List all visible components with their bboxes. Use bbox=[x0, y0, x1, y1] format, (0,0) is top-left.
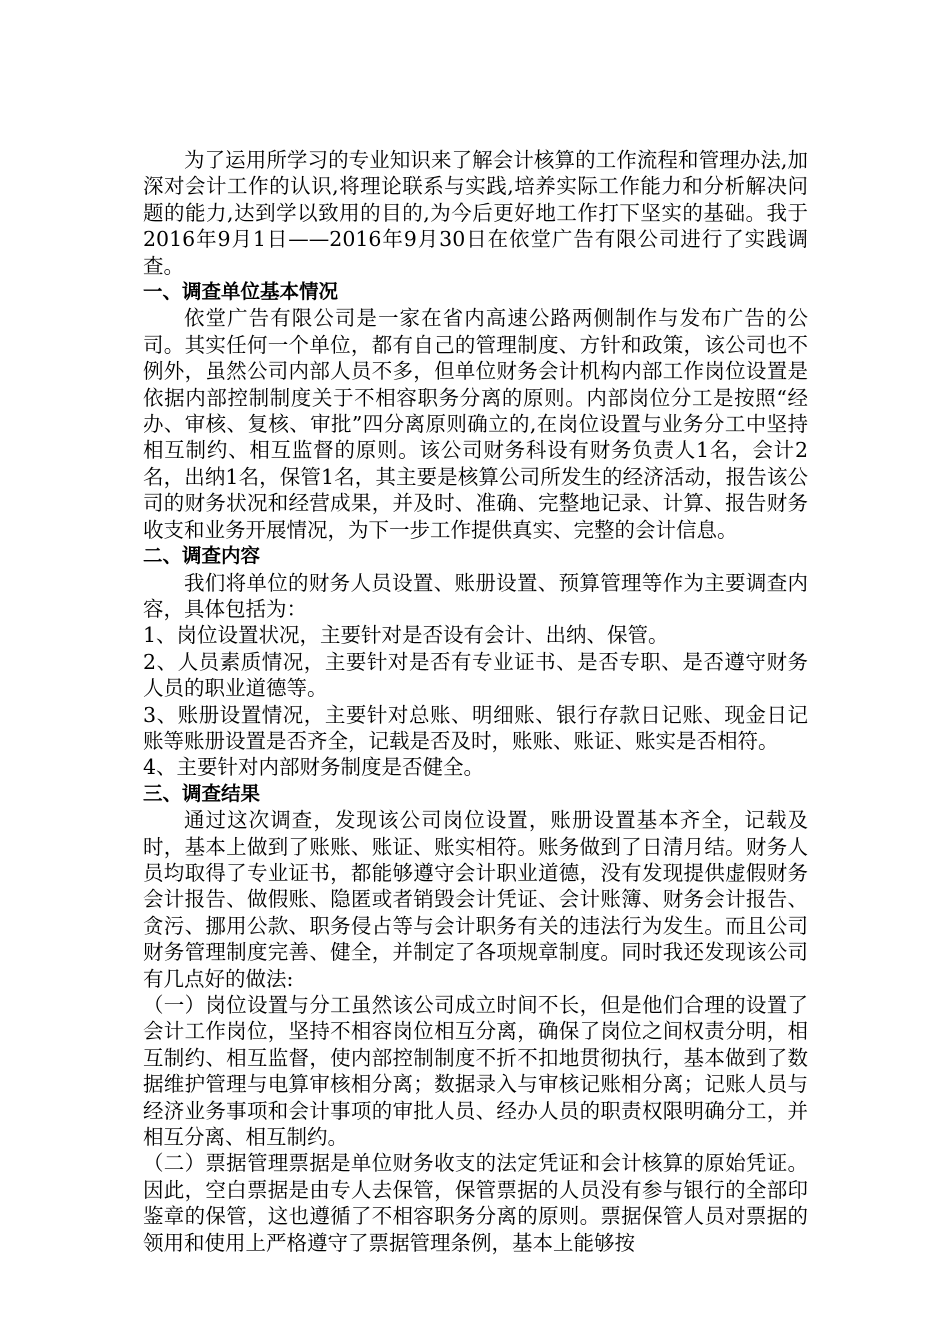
results-point: （一）岗位设置与分工虽然该公司成立时间不长，但是他们合理的设置了会计工作岗位，坚持不相容岗位相互分离，确保了岗位之间权责分明，相互制约、相互监督，使内部控制制度不折不扣地贯彻执行，基本做到了数据维护管理与电算审核相分离；数据录入与审核记账相分离；记账人员与经济业务事项和会计事项的审批人员、经办人员的职责权限明确分工，并相互分离、相互制约。 bbox=[143, 993, 808, 1150]
section-heading-content: 二、调查内容 bbox=[143, 544, 261, 568]
content-item: 4、主要针对内部财务制度是否健全。 bbox=[143, 755, 485, 780]
results-paragraph: 通过这次调查，发现该公司岗位设置，账册设置基本齐全，记载及时，基本上做到了账账、账证、账实相符。账务做到了日清月结。财务人员均取得了专业证书，都能够遵守会计职业道德，没有发现提供虚假财务会计报告、做假账、隐匿或者销毁会计凭证、会计账簿、财务会计报告、贪污、挪用公款、职务侵占等与会计职务有关的违法行为发生。而且公司财务管理制度完善、健全，并制定了各项规章制度。同时我还发现该公司有几点好的做法: bbox=[143, 808, 808, 991]
results-point: （二）票据管理票据是单位财务收支的法定凭证和会计核算的原始凭证。因此，空白票据是由专人去保管，保管票据的人员没有参与银行的全部印鉴章的保管，这也遵循了不相容职务分离的原则。票据保管人员对票据的领用和使用上严格遵守了票据管理条例，基本上能够按 bbox=[143, 1151, 808, 1255]
document-page bbox=[143, 147, 808, 1256]
section-heading-basic-info: 一、调查单位基本情况 bbox=[143, 280, 339, 304]
intro-paragraph: 为了运用所学习的专业知识来了解会计核算的工作流程和管理办法,加深对会计工作的认识,将理论联系与实践,培养实际工作能力和分析解决问题的能力,达到学以致用的目的,为今后更好地工作打下坚实的基础。我于2016年9月1日——2016年9月30日在依堂广告有限公司进行了实践调查。 bbox=[143, 148, 808, 278]
basic-info-paragraph: 依堂广告有限公司是一家在省内高速公路两侧制作与发布广告的公司。其实任何一个单位，都有自己的管理制度、方针和政策，该公司也不例外，虽然公司内部人员不多，但单位财务会计机构内部工作岗位设置是依据内部控制制度关于不相容职务分离的原则。内部岗位分工是按照“经办、审核、复核、审批”四分离原则确立的,在岗位设置与业务分工中坚持相互制约、相互监督的原则。该公司财务科设有财务负责人1名，会计2名，出纳1名，保管1名，其主要是核算公司所发生的经济活动，报告该公司的财务状况和经营成果，并及时、准确、完整地记录、计算、报告财务收支和业务开展情况，为下一步工作提供真实、完整的会计信息。 bbox=[143, 306, 808, 542]
content-item: 1、岗位设置状况，主要针对是否设有会计、出纳、保管。 bbox=[143, 623, 669, 648]
content-item: 3、账册设置情况，主要针对总账、明细账、银行存款日记账、现金日记账等账册设置是否齐全，记载是否及时，账账、账证、账实是否相符。 bbox=[143, 702, 808, 753]
section-heading-results: 三、调查结果 bbox=[143, 781, 261, 805]
content-paragraph: 我们将单位的财务人员设置、账册设置、预算管理等作为主要调查内容，具体包括为： bbox=[143, 570, 808, 621]
content-item: 2、人员素质情况，主要针对是否有专业证书、是否专职、是否遵守财务人员的职业道德等。 bbox=[143, 649, 808, 701]
